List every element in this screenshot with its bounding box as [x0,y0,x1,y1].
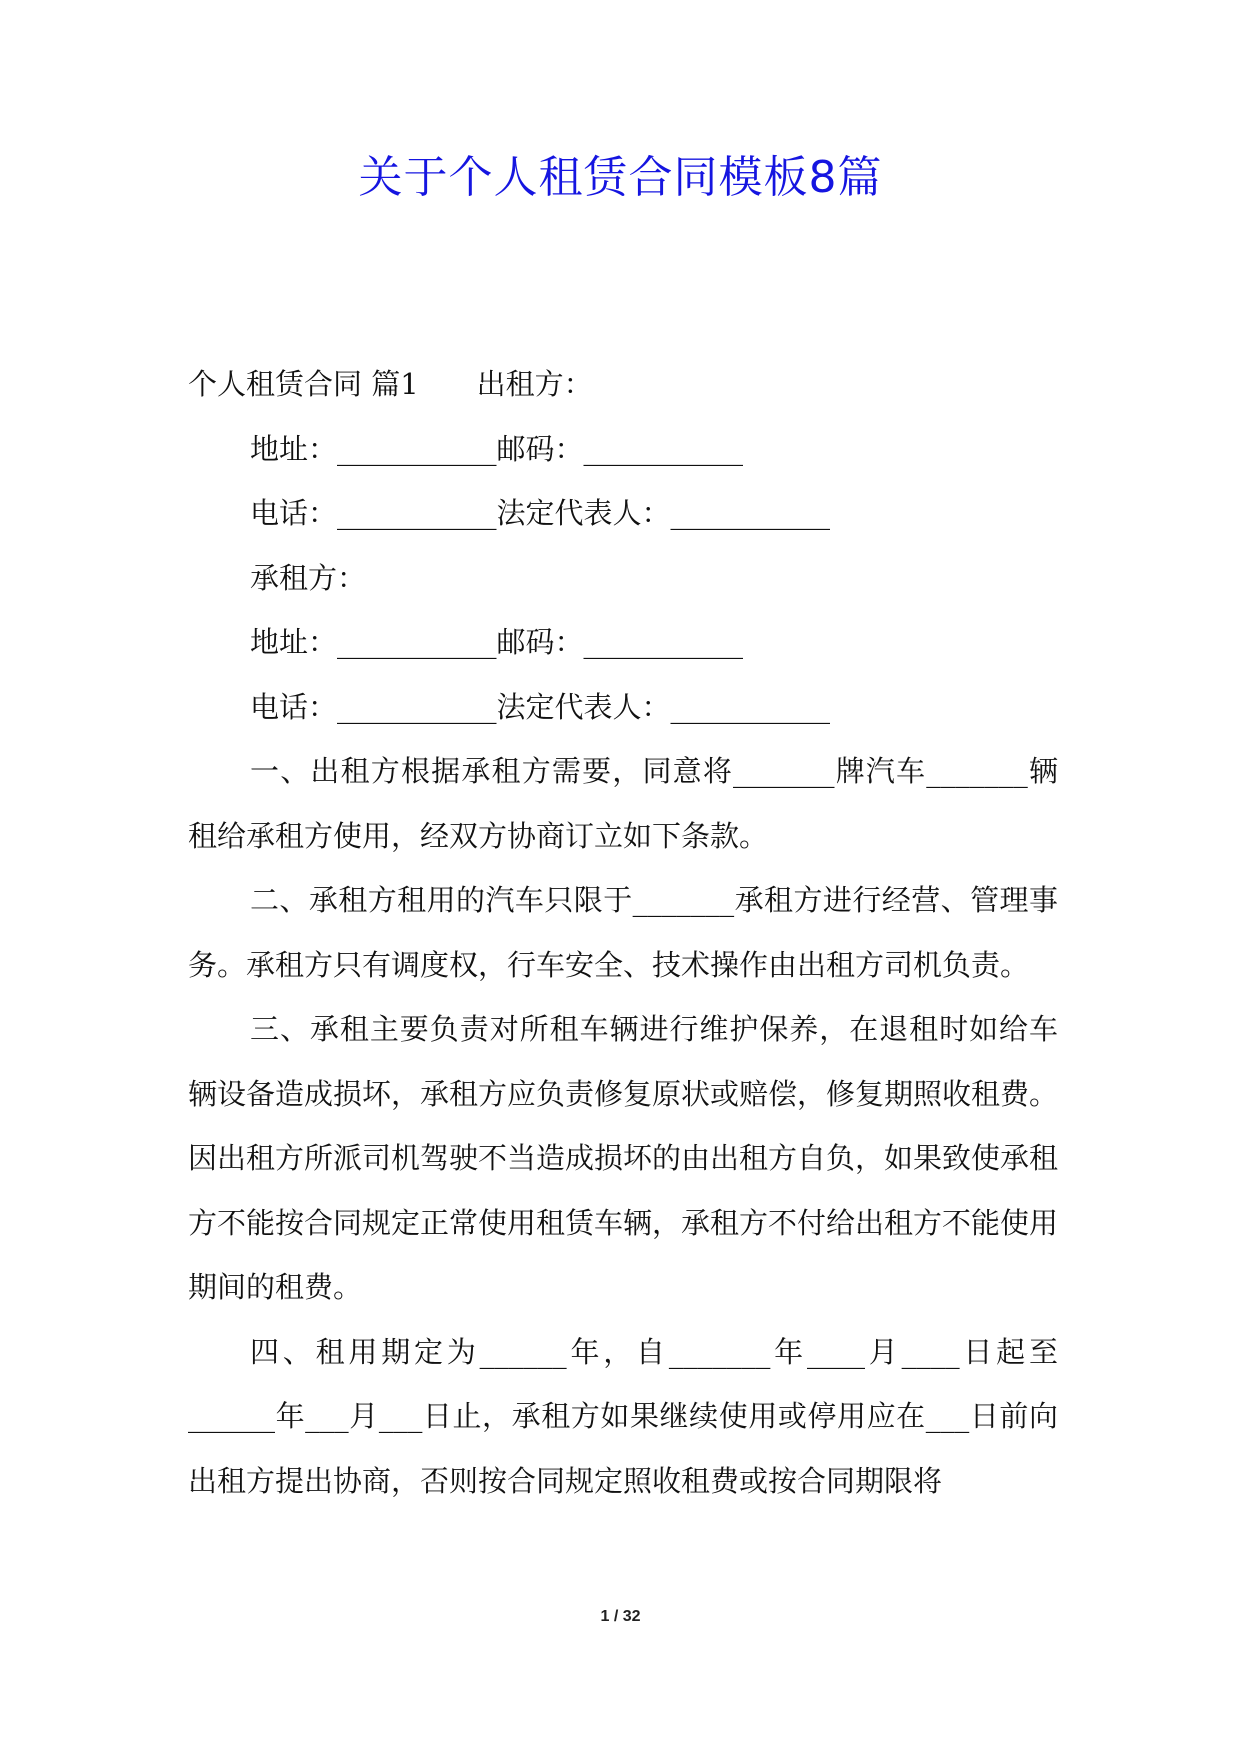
paragraph-clause-4: 四、租用期定为______年，自_______年____月____日起至______年___月___日止，承租方如果继续使用或停用应在___日前向出租方提出协商，否则按合同规定照收租费或按合同期限将 [188,1334,1058,1498]
document-title: 关于个人租赁合同模板8篇 [358,152,883,203]
paragraph-contract-heading: 个人租赁合同 篇1 出租方： [188,367,593,401]
paragraph-clause-2: 二、承租方租用的汽车只限于_______承租方进行经营、管理事务。承租方只有调度权，行车安全、技术操作由出租方司机负责。 [188,883,1058,982]
paragraph-lessee-address: 地址：___________邮码：___________ [250,625,744,659]
page-number: 1 / 32 [600,1608,641,1625]
document-body [188,352,1058,1513]
paragraph-lessee-phone: 电话：___________法定代表人：___________ [250,689,831,724]
paragraph-lessor-phone: 电话：___________法定代表人：___________ [250,496,831,530]
paragraph-lessor-address: 地址：___________邮码：___________ [250,431,744,466]
paragraph-clause-3: 三、承租主要负责对所租车辆进行维护保养，在退租时如给车辆设备造成损坏，承租方应负责修复原状或赔偿，修复期照收租费。因出租方所派司机驾驶不当造成损坏的由出租方自负，如果致使承租方不能按合同规定正常使用租赁车辆，承租方不付给出租方不能使用期间的租费。 [188,1012,1059,1304]
paragraph-lessee-label: 承租方： [250,560,367,595]
paragraph-clause-1: 一、出租方根据承租方需要，同意将_______牌汽车_______辆租给承租方使用，经双方协商订立如下条款。 [188,754,1058,853]
